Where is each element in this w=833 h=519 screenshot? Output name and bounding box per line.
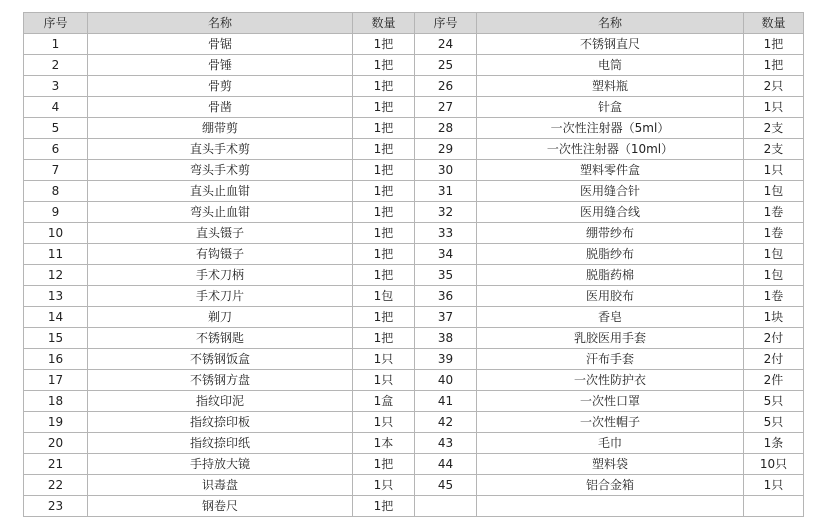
right-item-name-cell: 乳胶医用手套 [477,328,744,349]
right-quantity-cell: 1条 [744,433,804,454]
table-row [24,139,804,160]
right-item-name-cell: 脱脂药棉 [477,265,744,286]
right-item-name-cell: 铝合金箱 [477,475,744,496]
header-qty-left: 数量 [353,13,415,34]
left-serial-cell: 5 [24,118,88,139]
left-serial-cell: 6 [24,139,88,160]
table-row [24,349,804,370]
right-serial-cell: 30 [415,160,477,181]
left-serial-cell: 16 [24,349,88,370]
right-serial-cell: 35 [415,265,477,286]
left-serial-cell: 13 [24,286,88,307]
right-quantity-cell: 1卷 [744,223,804,244]
right-item-name-cell: 一次性口罩 [477,391,744,412]
table-row [24,244,804,265]
right-quantity-cell: 2支 [744,139,804,160]
left-serial-cell: 9 [24,202,88,223]
right-item-name-cell: 绷带纱布 [477,223,744,244]
left-quantity-cell: 1把 [353,328,415,349]
right-quantity-cell: 2件 [744,370,804,391]
left-item-name-cell: 不锈钢方盘 [88,370,353,391]
table-row [24,55,804,76]
right-serial-cell: 39 [415,349,477,370]
header-qty-right: 数量 [744,13,804,34]
left-serial-cell: 23 [24,496,88,517]
right-item-name-cell: 一次性注射器（5ml） [477,118,744,139]
left-item-name-cell: 手术刀柄 [88,265,353,286]
right-item-name-cell: 医用缝合线 [477,202,744,223]
left-serial-cell: 19 [24,412,88,433]
right-quantity-cell: 1包 [744,181,804,202]
right-serial-cell [415,496,477,517]
left-item-name-cell: 弯头止血钳 [88,202,353,223]
left-quantity-cell: 1本 [353,433,415,454]
right-serial-cell: 25 [415,55,477,76]
right-item-name-cell: 电筒 [477,55,744,76]
table-row [24,181,804,202]
left-serial-cell: 3 [24,76,88,97]
left-item-name-cell: 钢卷尺 [88,496,353,517]
right-item-name-cell: 一次性注射器（10ml） [477,139,744,160]
right-item-name-cell: 医用胶布 [477,286,744,307]
left-serial-cell: 14 [24,307,88,328]
right-quantity-cell: 2只 [744,76,804,97]
left-item-name-cell: 弯头手术剪 [88,160,353,181]
left-serial-cell: 7 [24,160,88,181]
left-quantity-cell: 1把 [353,496,415,517]
table-row [24,496,804,517]
right-quantity-cell: 1块 [744,307,804,328]
right-item-name-cell: 塑料瓶 [477,76,744,97]
left-serial-cell: 20 [24,433,88,454]
left-item-name-cell: 直头镊子 [88,223,353,244]
left-item-name-cell: 不锈钢匙 [88,328,353,349]
table-row [24,34,804,55]
table-row [24,412,804,433]
left-serial-cell: 17 [24,370,88,391]
left-item-name-cell: 骨锤 [88,55,353,76]
left-serial-cell: 21 [24,454,88,475]
right-quantity-cell: 1卷 [744,202,804,223]
right-item-name-cell: 脱脂纱布 [477,244,744,265]
header-serial-right: 序号 [415,13,477,34]
right-serial-cell: 24 [415,34,477,55]
left-quantity-cell: 1只 [353,370,415,391]
left-quantity-cell: 1把 [353,181,415,202]
right-item-name-cell: 医用缝合针 [477,181,744,202]
left-serial-cell: 2 [24,55,88,76]
right-quantity-cell: 2支 [744,118,804,139]
left-serial-cell: 15 [24,328,88,349]
table-row [24,370,804,391]
left-item-name-cell: 指纹捺印板 [88,412,353,433]
right-item-name-cell [477,496,744,517]
table-body [24,34,804,517]
left-quantity-cell: 1把 [353,265,415,286]
right-quantity-cell: 1把 [744,55,804,76]
left-quantity-cell: 1把 [353,307,415,328]
left-item-name-cell: 骨凿 [88,97,353,118]
table-row [24,265,804,286]
left-item-name-cell: 骨锯 [88,34,353,55]
right-item-name-cell: 不锈钢直尺 [477,34,744,55]
left-quantity-cell: 1把 [353,202,415,223]
right-item-name-cell: 针盒 [477,97,744,118]
header-serial-left: 序号 [24,13,88,34]
left-item-name-cell: 直头手术剪 [88,139,353,160]
right-item-name-cell: 一次性防护衣 [477,370,744,391]
left-item-name-cell: 绷带剪 [88,118,353,139]
table-row [24,328,804,349]
table-row [24,97,804,118]
right-serial-cell: 43 [415,433,477,454]
left-quantity-cell: 1把 [353,76,415,97]
right-serial-cell: 38 [415,328,477,349]
right-serial-cell: 45 [415,475,477,496]
left-quantity-cell: 1盒 [353,391,415,412]
left-serial-cell: 11 [24,244,88,265]
left-serial-cell: 12 [24,265,88,286]
left-quantity-cell: 1把 [353,34,415,55]
left-serial-cell: 18 [24,391,88,412]
left-item-name-cell: 骨剪 [88,76,353,97]
left-quantity-cell: 1把 [353,139,415,160]
right-item-name-cell: 一次性帽子 [477,412,744,433]
table-row [24,307,804,328]
right-item-name-cell: 塑料零件盒 [477,160,744,181]
right-serial-cell: 31 [415,181,477,202]
table-row [24,391,804,412]
right-serial-cell: 27 [415,97,477,118]
right-quantity-cell: 1只 [744,160,804,181]
table-row [24,160,804,181]
table-row [24,76,804,97]
left-serial-cell: 8 [24,181,88,202]
left-item-name-cell: 不锈钢饭盒 [88,349,353,370]
right-quantity-cell: 10只 [744,454,804,475]
right-quantity-cell: 1只 [744,97,804,118]
left-item-name-cell: 直头止血钳 [88,181,353,202]
right-quantity-cell [744,496,804,517]
right-serial-cell: 32 [415,202,477,223]
table-row [24,202,804,223]
right-serial-cell: 42 [415,412,477,433]
table-row [24,286,804,307]
right-serial-cell: 34 [415,244,477,265]
right-quantity-cell: 2付 [744,328,804,349]
left-item-name-cell: 识毒盘 [88,475,353,496]
right-quantity-cell: 1把 [744,34,804,55]
right-serial-cell: 28 [415,118,477,139]
left-quantity-cell: 1把 [353,160,415,181]
table-row [24,223,804,244]
right-serial-cell: 29 [415,139,477,160]
right-item-name-cell: 毛巾 [477,433,744,454]
header-row [24,13,804,34]
right-item-name-cell: 汗布手套 [477,349,744,370]
table-row [24,454,804,475]
left-quantity-cell: 1包 [353,286,415,307]
left-quantity-cell: 1只 [353,475,415,496]
left-quantity-cell: 1只 [353,349,415,370]
table-row [24,118,804,139]
right-quantity-cell: 1卷 [744,286,804,307]
left-item-name-cell: 有钩镊子 [88,244,353,265]
header-name-left: 名称 [88,13,353,34]
table-row [24,433,804,454]
right-item-name-cell: 香皂 [477,307,744,328]
left-serial-cell: 4 [24,97,88,118]
right-serial-cell: 44 [415,454,477,475]
left-item-name-cell: 手持放大镜 [88,454,353,475]
left-quantity-cell: 1把 [353,118,415,139]
left-quantity-cell: 1把 [353,55,415,76]
right-serial-cell: 36 [415,286,477,307]
header-name-right: 名称 [477,13,744,34]
left-quantity-cell: 1把 [353,223,415,244]
right-quantity-cell: 1包 [744,244,804,265]
right-serial-cell: 41 [415,391,477,412]
left-item-name-cell: 手术刀片 [88,286,353,307]
right-serial-cell: 33 [415,223,477,244]
right-quantity-cell: 5只 [744,391,804,412]
left-serial-cell: 1 [24,34,88,55]
left-item-name-cell: 指纹捺印纸 [88,433,353,454]
right-serial-cell: 26 [415,76,477,97]
inventory-table [23,12,804,517]
left-quantity-cell: 1把 [353,244,415,265]
right-quantity-cell: 1只 [744,475,804,496]
left-serial-cell: 22 [24,475,88,496]
table-row [24,475,804,496]
right-quantity-cell: 1包 [744,265,804,286]
right-item-name-cell: 塑料袋 [477,454,744,475]
left-item-name-cell: 剃刀 [88,307,353,328]
left-quantity-cell: 1把 [353,454,415,475]
left-quantity-cell: 1把 [353,97,415,118]
left-serial-cell: 10 [24,223,88,244]
left-quantity-cell: 1只 [353,412,415,433]
left-item-name-cell: 指纹印泥 [88,391,353,412]
right-quantity-cell: 5只 [744,412,804,433]
right-quantity-cell: 2付 [744,349,804,370]
right-serial-cell: 40 [415,370,477,391]
right-serial-cell: 37 [415,307,477,328]
